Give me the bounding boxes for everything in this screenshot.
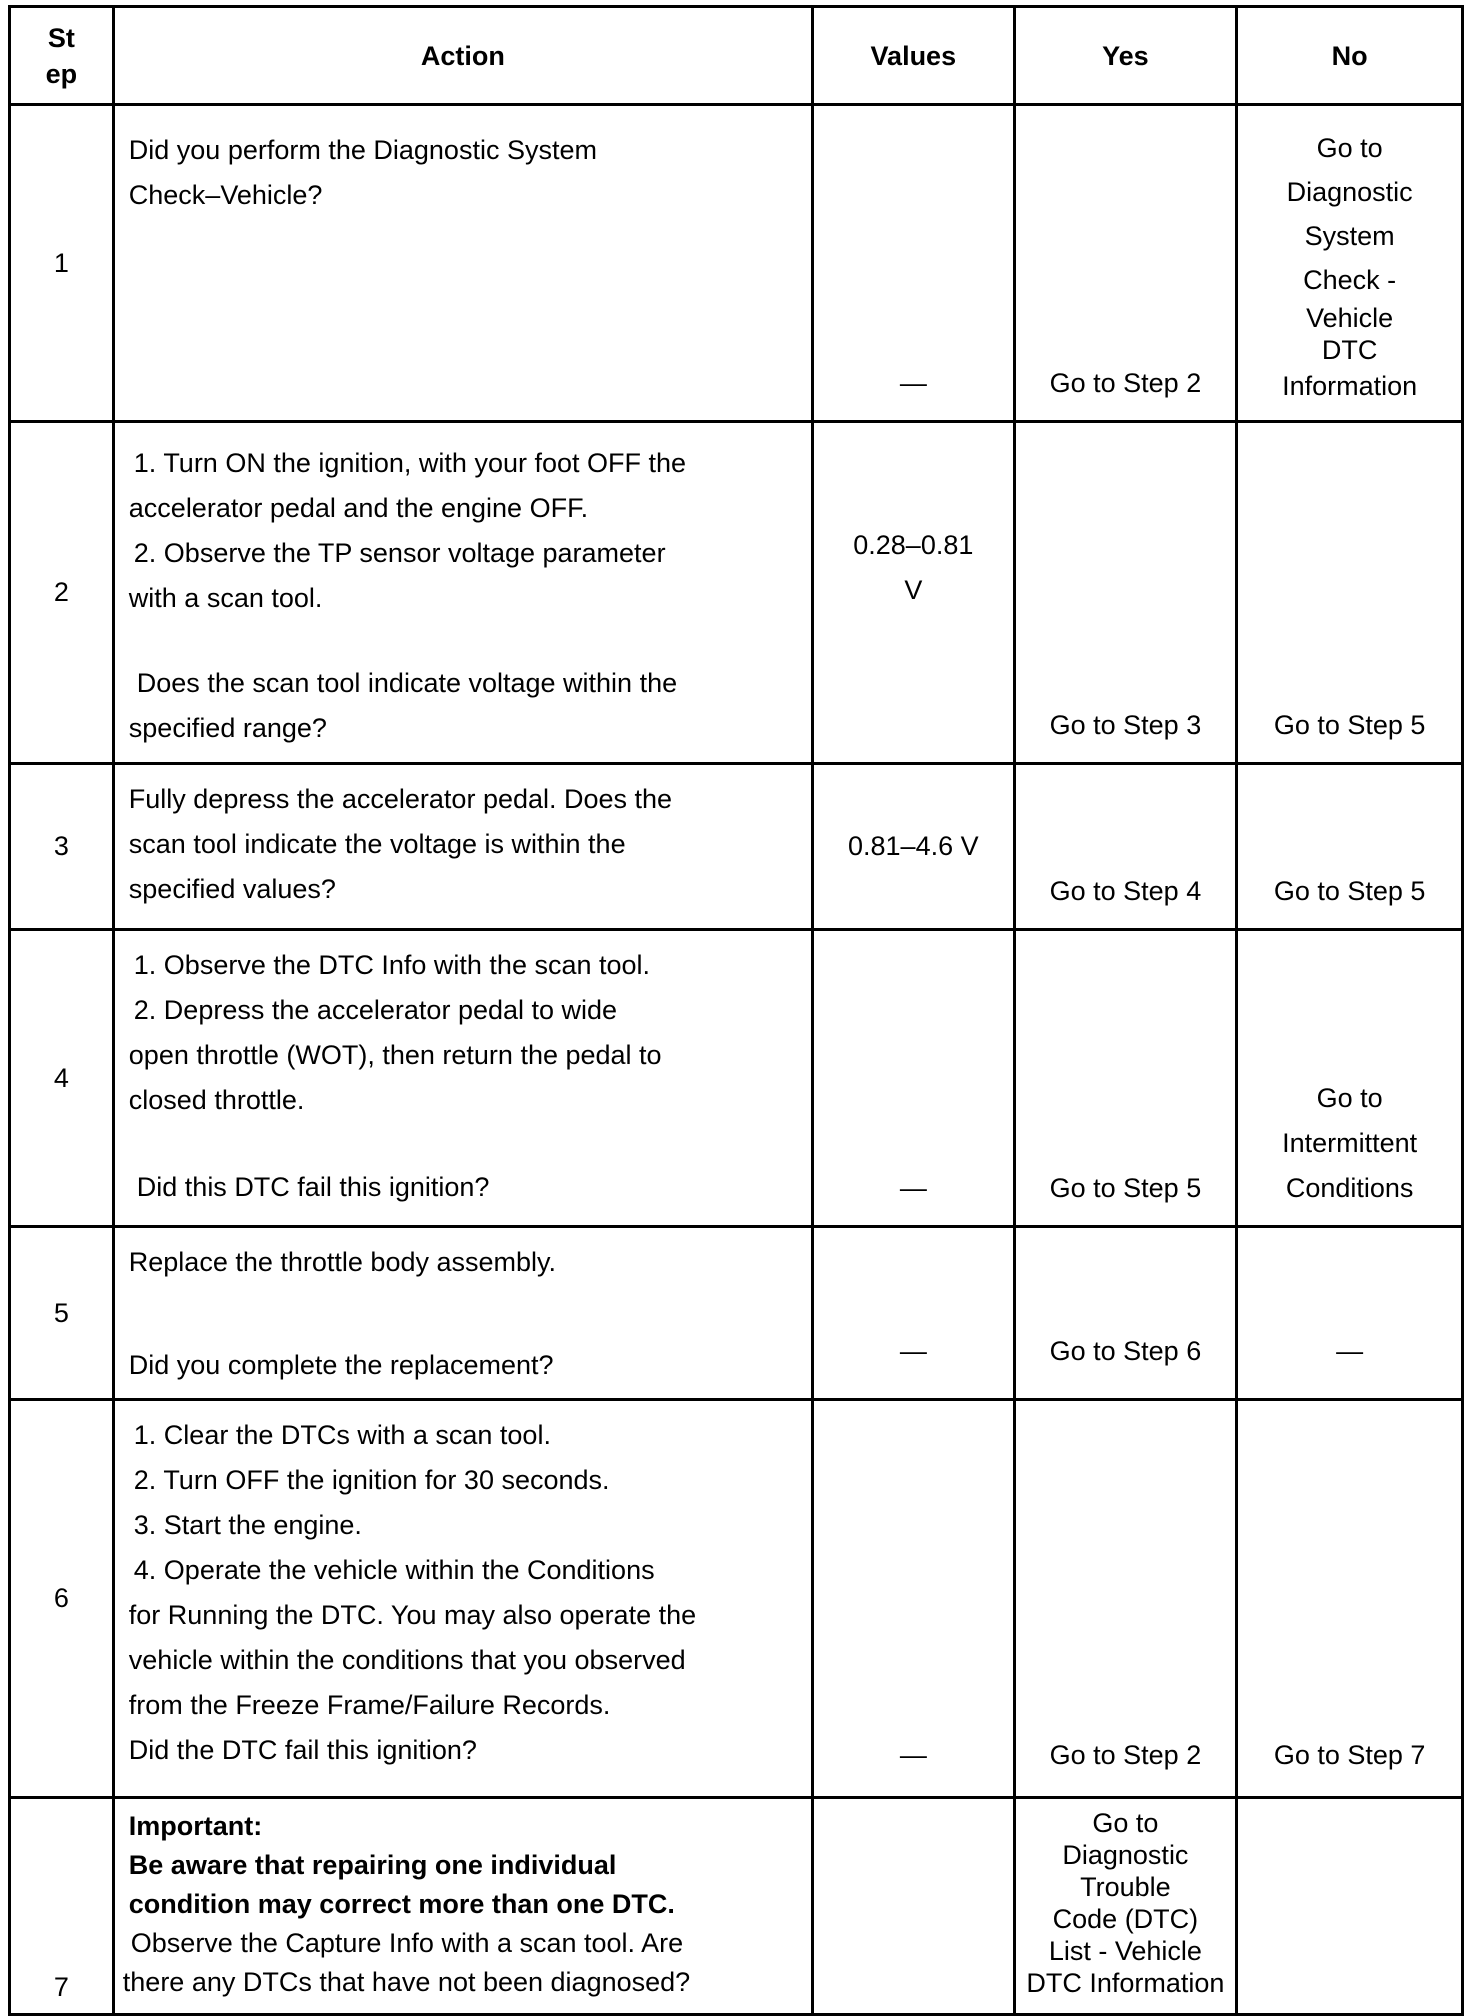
action-line: Does the scan tool indicate voltage within the — [136, 668, 678, 698]
yes-line: Trouble — [1080, 1872, 1171, 1902]
no-line: Go to — [1316, 1083, 1383, 1113]
step-number: 3 — [10, 764, 114, 930]
no-cell — [1237, 105, 1463, 422]
values-line: 0.28–0.81 — [853, 530, 974, 560]
no-line: System — [1304, 221, 1395, 251]
header-values: Values — [813, 7, 1015, 105]
yes-line: DTC Information — [1026, 1968, 1225, 1998]
no-cell: — — [1237, 1227, 1463, 1400]
action-cell — [113, 105, 812, 422]
action-line: Did you perform the Diagnostic System — [128, 135, 597, 165]
diagnostic-table — [8, 5, 1464, 2016]
action-cell — [113, 930, 812, 1227]
header-step-line1: St — [47, 22, 75, 53]
action-line: closed throttle. — [128, 1085, 305, 1115]
no-cell — [1237, 930, 1463, 1227]
action-line: 1. Turn ON the ignition, with your foot OFF the — [133, 448, 687, 478]
step-number: 1 — [10, 105, 114, 422]
action-line: 1. Clear the DTCs with a scan tool. — [133, 1420, 551, 1450]
diagnostic-table-container — [8, 5, 1464, 2016]
action-line: Did you complete the replacement? — [128, 1350, 554, 1380]
table-row — [10, 764, 1463, 930]
action-line: for Running the DTC. You may also operate the — [128, 1600, 697, 1630]
action-line: 2. Observe the TP sensor voltage parameter — [133, 538, 666, 568]
step-number: 2 — [10, 422, 114, 764]
action-line: Fully depress the accelerator pedal. Does the — [128, 784, 673, 814]
important-line: Be aware that repairing one individual — [128, 1850, 617, 1880]
yes-cell — [1014, 1798, 1237, 2015]
step-number: 5 — [10, 1227, 114, 1400]
table-row — [10, 1798, 1463, 2015]
action-line: Observe the Capture Info with a scan tool. Are — [130, 1928, 684, 1958]
table-row — [10, 930, 1463, 1227]
action-line: scan tool indicate the voltage is within the — [128, 829, 626, 859]
step-number: 4 — [10, 930, 114, 1227]
yes-line: List - Vehicle — [1048, 1936, 1202, 1966]
values-cell — [813, 1798, 1015, 2015]
action-cell — [113, 1400, 812, 1798]
action-cell — [113, 422, 812, 764]
header-row — [10, 7, 1463, 105]
action-line: 2. Depress the accelerator pedal to wide — [133, 995, 618, 1025]
action-line: specified range? — [128, 713, 327, 743]
action-line: specified values? — [128, 874, 336, 904]
values-cell: — — [813, 1227, 1015, 1400]
yes-cell: Go to Step 3 — [1014, 422, 1237, 764]
important-label: Important: — [128, 1811, 263, 1841]
action-line: from the Freeze Frame/Failure Records. — [128, 1690, 611, 1720]
no-cell: Go to Step 5 — [1237, 764, 1463, 930]
values-cell — [813, 422, 1015, 764]
action-line: there any DTCs that have not been diagnosed? — [122, 1967, 691, 1997]
important-line: condition may correct more than one DTC. — [128, 1889, 675, 1919]
no-cell: Go to Step 5 — [1237, 422, 1463, 764]
values-cell: — — [813, 105, 1015, 422]
action-line: 4. Operate the vehicle within the Conditions — [133, 1555, 655, 1585]
yes-cell: Go to Step 5 — [1014, 930, 1237, 1227]
yes-line: Code (DTC) — [1052, 1904, 1199, 1934]
values-cell: 0.81–4.6 V — [813, 764, 1015, 930]
header-no: No — [1237, 7, 1463, 105]
values-line: V — [904, 575, 923, 605]
action-cell — [113, 764, 812, 930]
action-line: 3. Start the engine. — [133, 1510, 362, 1540]
yes-cell: Go to Step 2 — [1014, 105, 1237, 422]
values-cell: — — [813, 1400, 1015, 1798]
header-yes: Yes — [1014, 7, 1237, 105]
step-number: 7 — [10, 1798, 114, 2015]
action-line: Did this DTC fail this ignition? — [136, 1172, 490, 1202]
header-action: Action — [113, 7, 812, 105]
action-line: vehicle within the conditions that you observed — [128, 1645, 686, 1675]
table-row — [10, 1400, 1463, 1798]
yes-cell: Go to Step 4 — [1014, 764, 1237, 930]
yes-line: Go to — [1092, 1808, 1159, 1838]
action-cell — [113, 1227, 812, 1400]
no-line: Intermittent — [1282, 1128, 1418, 1158]
yes-cell: Go to Step 2 — [1014, 1400, 1237, 1798]
no-line: Information — [1282, 371, 1418, 401]
action-line: 1. Observe the DTC Info with the scan tool. — [133, 950, 651, 980]
header-step — [10, 7, 114, 105]
action-line: open throttle (WOT), then return the pedal to — [128, 1040, 662, 1070]
table-row — [10, 1227, 1463, 1400]
no-line: Conditions — [1285, 1173, 1414, 1203]
no-cell — [1237, 1798, 1463, 2015]
no-cell: Go to Step 7 — [1237, 1400, 1463, 1798]
header-step-line2: ep — [45, 58, 78, 89]
action-line: accelerator pedal and the engine OFF. — [128, 493, 589, 523]
no-line: Go to — [1316, 133, 1383, 163]
values-cell: — — [813, 930, 1015, 1227]
action-line: Replace the throttle body assembly. — [128, 1247, 557, 1277]
no-line: Vehicle — [1306, 303, 1394, 333]
no-line: Check - — [1303, 265, 1397, 295]
action-line: 2. Turn OFF the ignition for 30 seconds. — [133, 1465, 610, 1495]
action-line: Did the DTC fail this ignition? — [128, 1735, 477, 1765]
yes-line: Diagnostic — [1062, 1840, 1189, 1870]
action-cell — [113, 1798, 812, 2015]
no-line: DTC — [1321, 335, 1378, 365]
action-line: Check–Vehicle? — [128, 180, 323, 210]
action-line: with a scan tool. — [128, 583, 323, 613]
table-row — [10, 105, 1463, 422]
step-number: 6 — [10, 1400, 114, 1798]
table-row — [10, 422, 1463, 764]
no-line: Diagnostic — [1286, 177, 1413, 207]
yes-cell: Go to Step 6 — [1014, 1227, 1237, 1400]
